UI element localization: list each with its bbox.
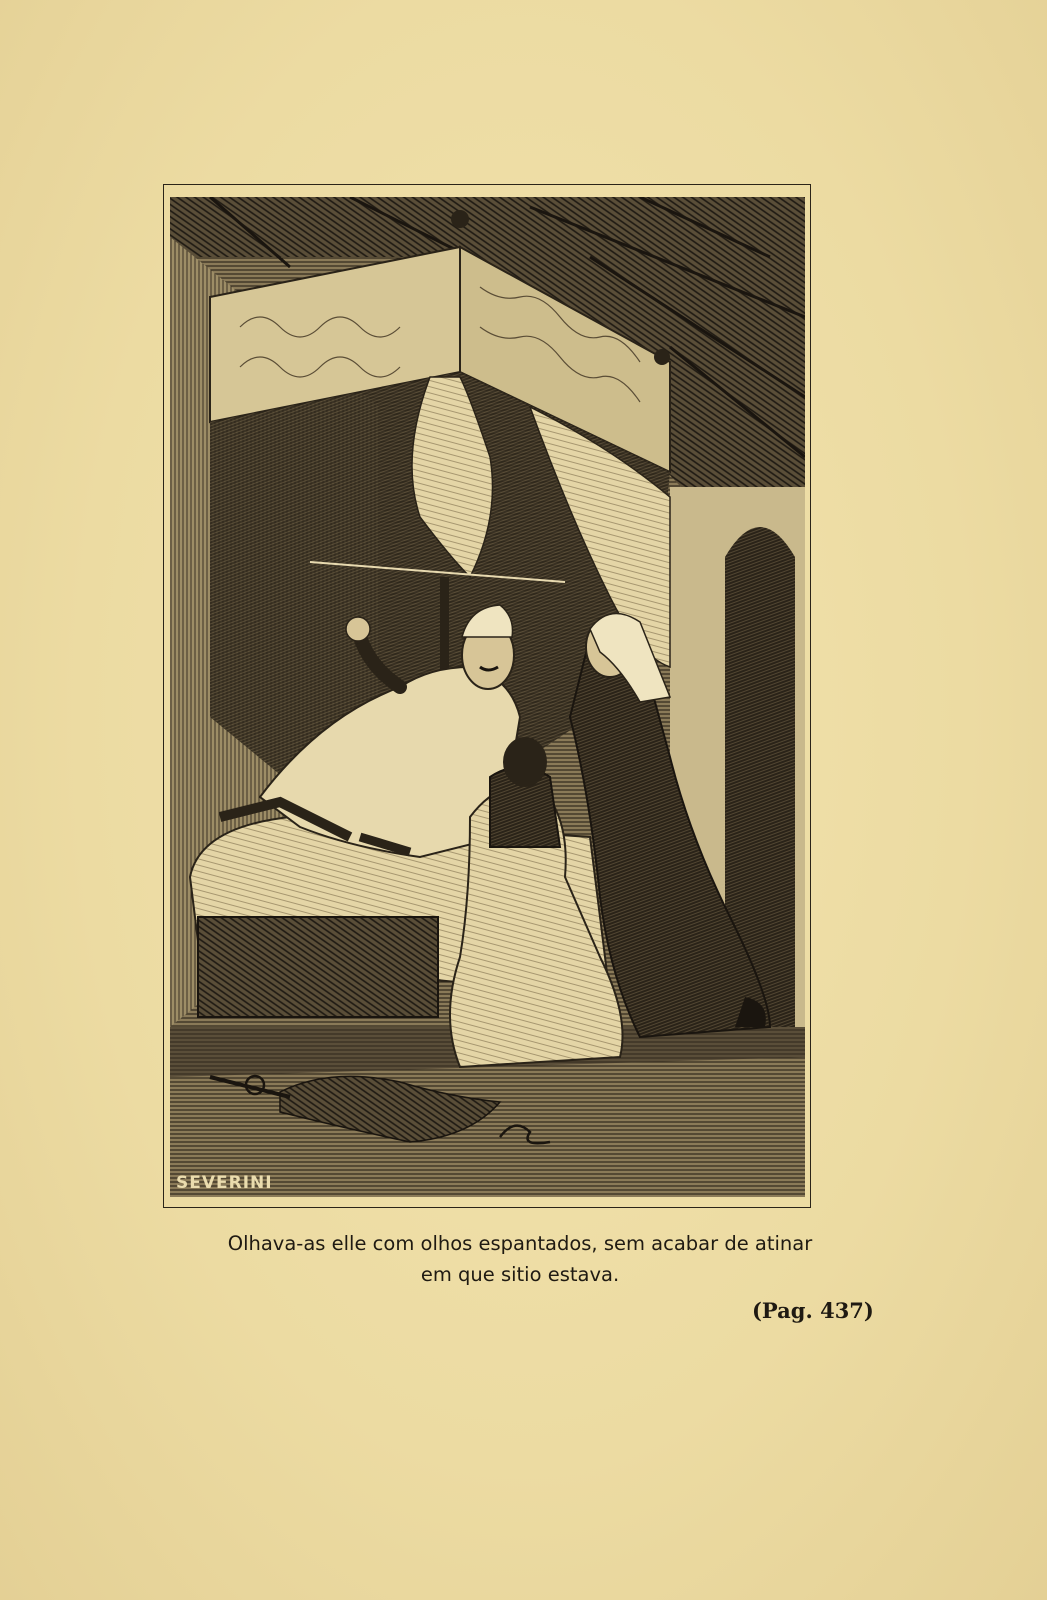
bed-frame bbox=[198, 917, 438, 1017]
caption-line-2: em que sitio estava. bbox=[420, 1263, 620, 1286]
illustration-caption bbox=[150, 1228, 890, 1290]
canopy-finial-right bbox=[654, 349, 670, 365]
caption-line-1: Olhava-as elle com olhos espantados, sem acabar de atinar bbox=[227, 1232, 813, 1255]
kneeling-woman-head bbox=[503, 737, 547, 787]
page-reference: (Pag. 437) bbox=[752, 1298, 874, 1323]
canopy-finial bbox=[451, 210, 469, 228]
engraving-illustration bbox=[170, 197, 805, 1197]
man-hand bbox=[346, 617, 370, 641]
engraver-signature: SEVERINI bbox=[176, 1173, 273, 1193]
